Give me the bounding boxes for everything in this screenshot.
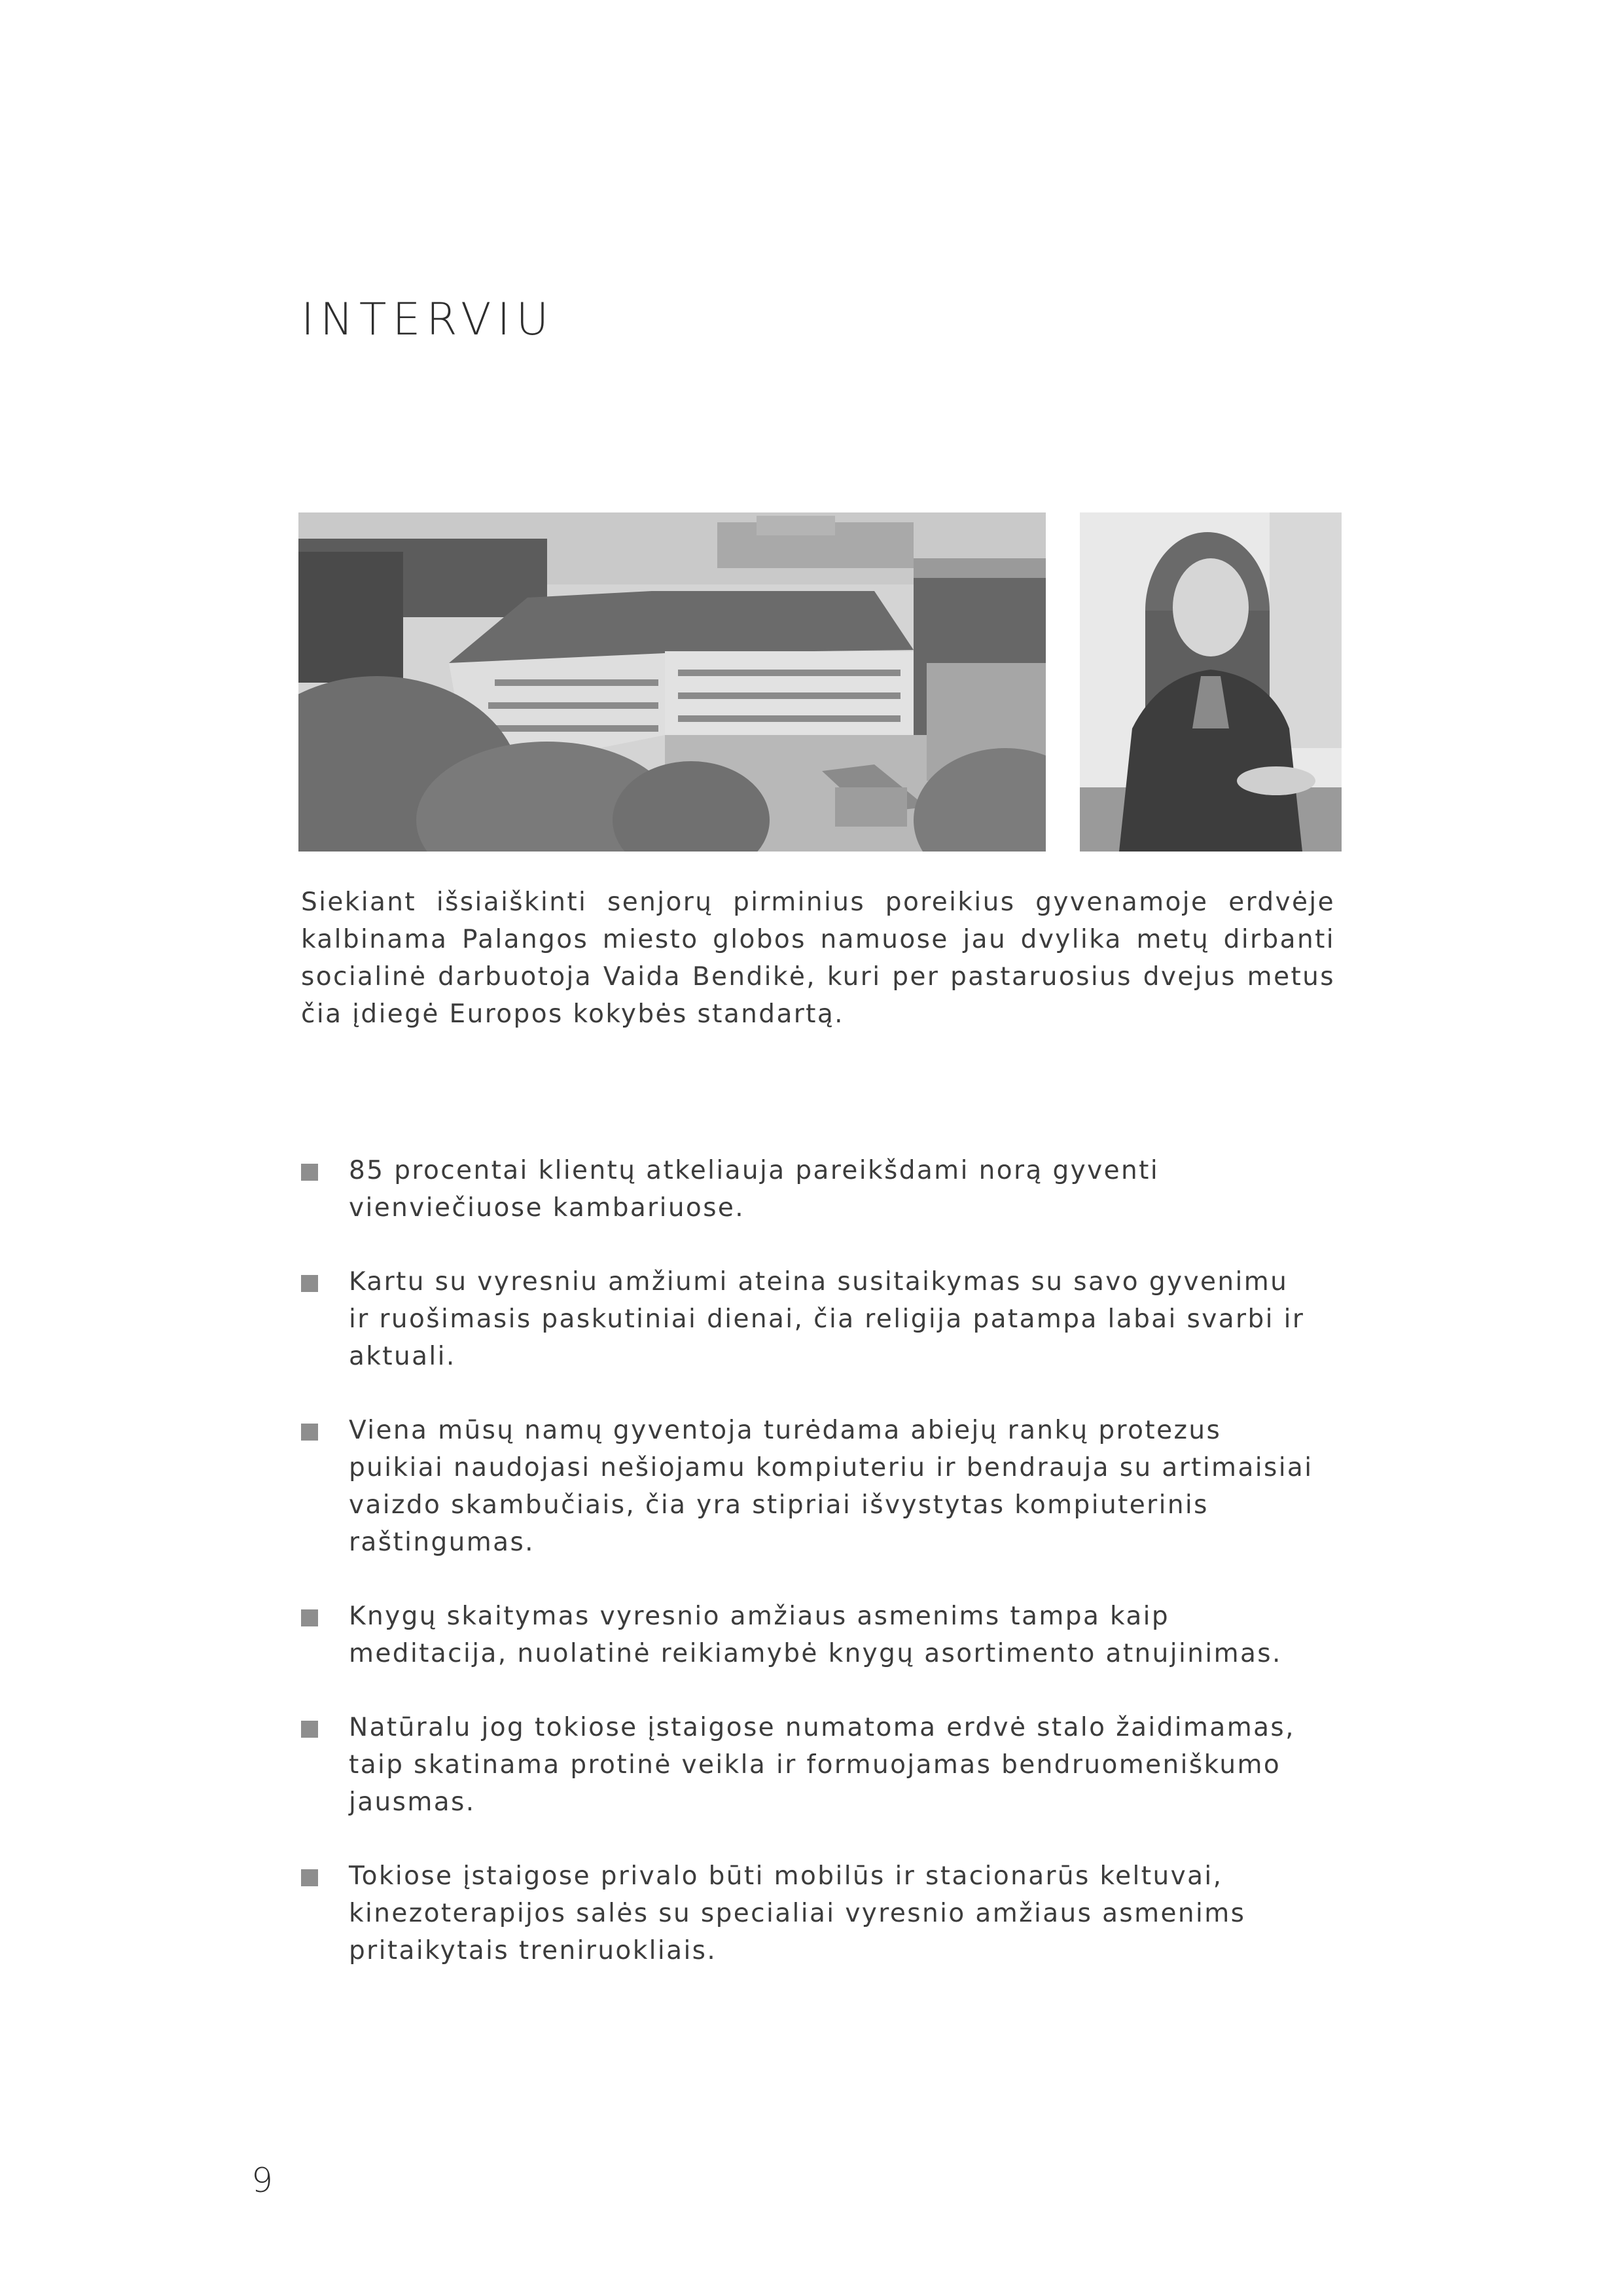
bullet-list — [301, 1152, 1348, 2006]
portrait-photo — [1080, 512, 1342, 852]
page-number: 9 — [251, 2161, 274, 2200]
building-photo — [298, 512, 1046, 852]
bullet-text: Natūralu jog tokiose įstaigose numatoma erdvė stalo žaidimamas, taip skatinama protinė veikla ir formuojamas bendruomeniškumo jausmas. — [349, 1713, 1295, 1817]
bullet-item — [301, 1412, 1317, 1561]
square-bullet-icon — [301, 1164, 318, 1181]
bullet-text: Kartu su vyresniu amžiumi ateina susitaikymas su savo gyvenimu ir ruošimasis paskutiniai dienai, čia religija patampa labai svarbi ir aktuali. — [349, 1267, 1305, 1371]
bullet-text: Tokiose įstaigose privalo būti mobilūs ir stacionarūs keltuvai, kinezoterapijos salės su specialiai vyresnio amžiaus asmenims pritaikytais treniruokliais. — [349, 1861, 1246, 1965]
intro-paragraph: Siekiant išsiaiškinti senjorų pirminius poreikius gyvenamoje erdvėje kalbinama Palangos miesto globos namuose jau dvylika metų dirbanti socialinė darbuotoja Vaida Bendikė, kuri per pastaruosius dvejus metus čia įdiegė Europos kokybės standartą. — [301, 888, 1335, 1029]
bullet-item — [301, 1857, 1317, 1969]
square-bullet-icon — [301, 1721, 318, 1738]
bullet-text: Viena mūsų namų gyventoja turėdama abiejų rankų protezus puikiai naudojasi nešiojamu kompiuteriu ir bendrauja su artimaisiai vaizdo skambučiais, čia yra stipriai išvystytas kompiuterinis raštingumas. — [349, 1416, 1313, 1557]
bullet-item — [301, 1598, 1317, 1672]
square-bullet-icon — [301, 1609, 318, 1626]
bullet-item — [301, 1152, 1317, 1227]
bullet-item — [301, 1709, 1317, 1821]
square-bullet-icon — [301, 1424, 318, 1441]
bullet-text: Knygų skaitymas vyresnio amžiaus asmenims tampa kaip meditacija, nuolatinė reikiamybė knygų asortimento atnujinimas. — [349, 1602, 1282, 1668]
bullet-text: 85 procentai klientų atkeliauja pareikšdami norą gyventi vienviečiuose kambariuose. — [349, 1156, 1160, 1223]
square-bullet-icon — [301, 1869, 318, 1886]
bullet-item — [301, 1263, 1317, 1375]
square-bullet-icon — [301, 1275, 318, 1292]
page-title: INTERVIU — [301, 294, 555, 346]
